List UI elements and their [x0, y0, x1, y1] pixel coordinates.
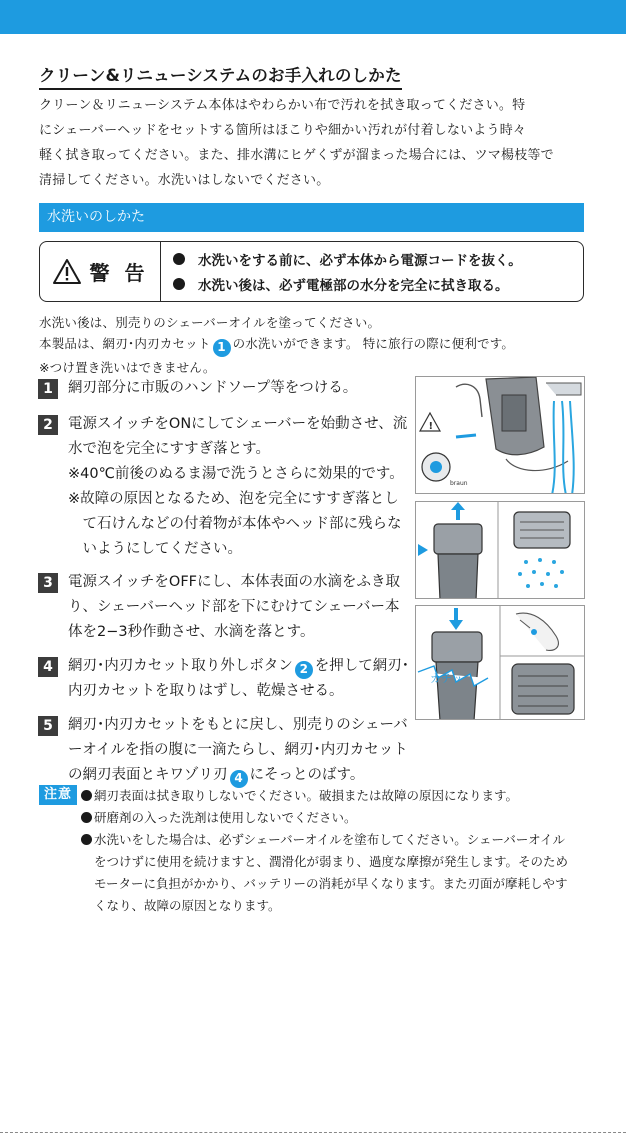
click-sound-label: カチッ	[430, 672, 463, 685]
step-number: 4	[38, 657, 58, 677]
part-number-badge: 4	[230, 770, 248, 788]
paragraph-line: にシェーバーヘッドをセットする箇所はほこりや細かい汚れが付着しないよう時々	[39, 123, 527, 138]
svg-text:!: !	[428, 421, 434, 432]
warning-text: 水洗いをする前に、必ず本体から電源コードを抜く。	[198, 253, 522, 269]
note-text: の水洗いができます。 特に旅行の際に便利です。	[232, 336, 515, 351]
step-number: 5	[38, 716, 58, 736]
part-number-badge: 2	[295, 661, 313, 679]
warning-text: 水洗い後は、必ず電極部の水分を完全に拭き取る。	[198, 278, 509, 294]
paragraph-line: クリーン＆リニューシステム本体はやわらかい布で汚れを拭き取ってください。特	[39, 98, 526, 113]
caution-block	[39, 785, 599, 917]
caution-item	[81, 785, 571, 807]
step-text: 電源スイッチをONにしてシェーバーを始動させ、流水で泡を完全にすすぎ落とす。	[68, 416, 408, 457]
note-line: ※つけ置き洗いはできません。	[39, 359, 216, 375]
step-number: 1	[38, 379, 58, 399]
paragraph-line: 清掃してください。水洗いはしないでください。	[39, 173, 330, 188]
caution-text: 研磨剤の入った洗剤は使用しないでください。	[94, 810, 357, 825]
step-text: 網刃･内刃カセットをもとに戻し、別売りのシェーバーオイルを指の腹に一滴たらし、網刃･内刃カセットの網刃表面とキワゾリ刃	[68, 717, 408, 783]
step-item	[38, 713, 410, 788]
step-text: を押して網刃･内刃カセットを取りはずし、乾燥させる。	[68, 658, 409, 699]
caution-text: 網刃表面は拭き取りしないでください。破損または故障の原因になります。	[94, 788, 519, 803]
step-item	[38, 654, 410, 704]
illustration-rinse	[415, 376, 585, 494]
caution-badge: 注意	[39, 785, 77, 805]
note-text: 本製品は、網刃･内刃カセット	[39, 336, 211, 351]
step-body	[68, 412, 410, 562]
bullet-icon	[173, 278, 185, 290]
step-item	[38, 412, 410, 562]
step-text: にそっとのばす。	[249, 767, 365, 783]
step-subnote: ※40℃前後のぬるま湯で洗うとさらに効果的です。	[68, 466, 404, 482]
step-number: 2	[38, 415, 58, 435]
note-line: 水洗い後は、別売りのシェーバーオイルを塗ってください。	[39, 315, 381, 330]
caution-item	[81, 807, 571, 829]
warning-label: 警 告	[89, 261, 149, 285]
step-body	[68, 713, 410, 788]
illustration-remove-cassette	[415, 501, 585, 599]
step-text: 電源スイッチをOFFにし、本体表面の水滴をふき取り、シェーバーヘッド部を下にむけてシェーバー本体を2−3秒作動させ、水滴を落とす。	[68, 574, 401, 640]
top-color-band	[0, 0, 626, 34]
warning-item	[173, 249, 522, 269]
caution-item	[81, 829, 571, 917]
bullet-icon	[81, 834, 92, 845]
note-line	[39, 333, 599, 357]
maintenance-paragraph	[39, 93, 587, 193]
step-item	[38, 570, 410, 645]
step-text: 網刃･内刃カセット取り外しボタン	[68, 658, 293, 674]
step-number: 3	[38, 573, 58, 593]
caution-text: 水洗いをした場合は、必ずシェーバーオイルを塗布してください。シェーバーオイルをつけずに使用を続けますと、潤滑化が弱まり、過度な摩擦が発生します。そのためモーターに負担がかかり、バッテリーの消耗が早くなります。また刃面が摩耗しやすくなり、故障の原因となります。	[94, 832, 569, 913]
brand-label: braun	[450, 480, 468, 487]
bullet-icon	[81, 790, 92, 801]
bullet-icon	[173, 253, 185, 265]
step-subnote: ※故障の原因となるため、泡を完全にすすぎ落として石けんなどの付着物が本体やヘッド部に残らないようにしてください。	[68, 491, 402, 557]
caution-list	[81, 785, 571, 917]
paragraph-line: 軽く拭き取ってください。また、排水溝にヒゲくずが溜まった場合には、ツマ楊枝等で	[39, 148, 554, 163]
maintenance-heading: クリーン&リニューシステムのお手入れのしかた	[39, 62, 402, 90]
warning-box	[39, 241, 584, 302]
step-list	[38, 376, 410, 788]
warning-label-cell	[40, 242, 161, 301]
step-text: 網刃部分に市販のハンドソープ等をつける。	[68, 380, 358, 396]
warning-item	[173, 274, 522, 294]
washing-notes	[39, 312, 599, 378]
page-cut-line	[0, 1132, 626, 1133]
warning-triangle-icon	[52, 258, 82, 285]
illustration-reattach-oil	[415, 605, 585, 720]
step-item	[38, 376, 410, 401]
part-number-badge: 1	[213, 339, 231, 357]
warning-items	[161, 242, 522, 301]
step-body	[68, 654, 410, 704]
bullet-icon	[81, 812, 92, 823]
washing-section-bar: 水洗いのしかた	[39, 203, 584, 232]
